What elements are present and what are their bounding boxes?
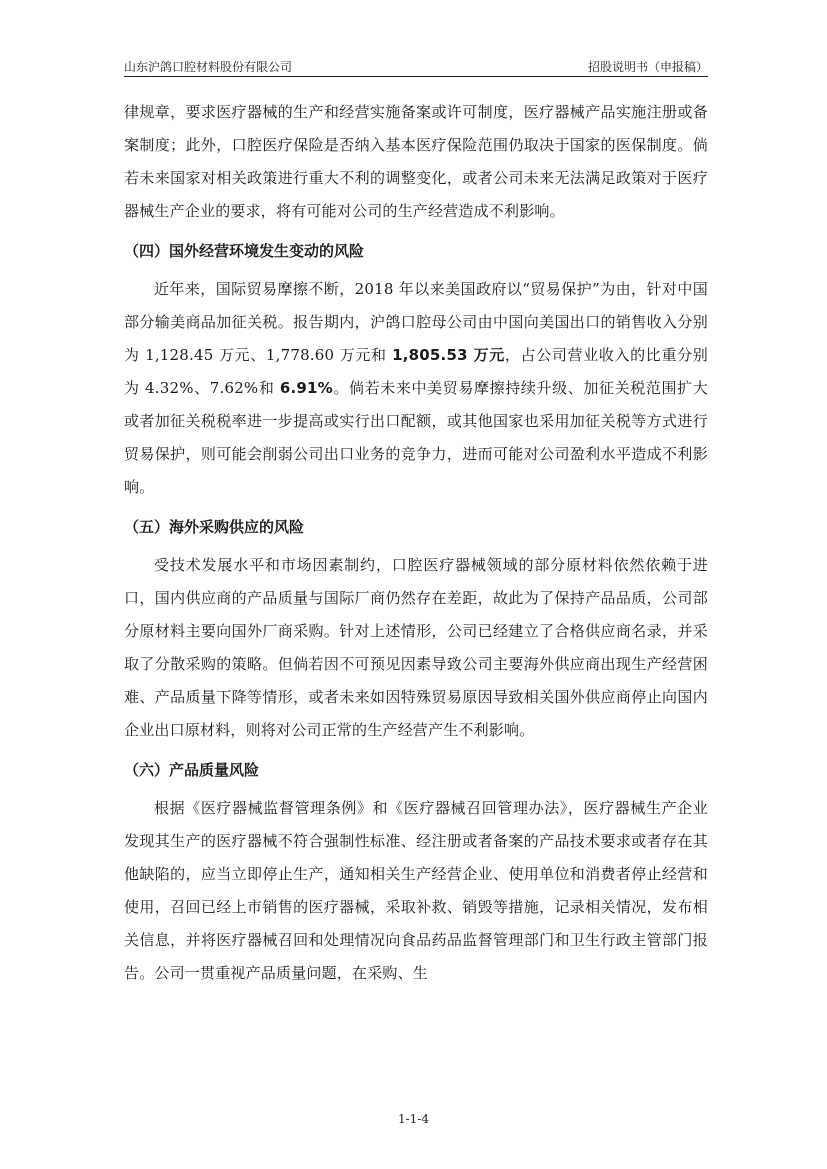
- page-header: [124, 50, 708, 77]
- document-title: 招股说明书（申报稿）: [587, 60, 708, 74]
- paragraph-text: 。倘若未来中美贸易摩擦持续升级、加征关税范围扩大或者加征关税税率进一步提高或实行出口配额，或其他国家也采用加征关税等方式进行贸易保护，则可能会削弱公司出口业务的竞争力，进而可能对公司盈利水平造成不利影响。: [124, 379, 708, 496]
- section-heading-6: （六）产品质量风险: [124, 761, 260, 779]
- paragraph-section-6: 根据《医疗器械监督管理条例》和《医疗器械召回管理办法》，医疗器械生产企业发现其生产的医疗器械不符合强制性标准、经注册或者备案的产品技术要求或者存在其他缺陷的，应当立即停止生产，通知相关生产经营企业、使用单位和消费者停止经营和使用，召回已经上市销售的医疗器械，采取补救、销毁等措施，记录相关情况，发布相关信息，并将医疗器械召回和处理情况向食品药品监督管理部门和卫生行政主管部门报告。公司一贯重视产品质量问题，在采购、生: [124, 799, 708, 982]
- page-body: [124, 96, 708, 990]
- paragraph-continued: 律规章，要求医疗器械的生产和经营实施备案或许可制度，医疗器械产品实施注册或备案制度；此外，口腔医疗保险是否纳入基本医疗保险范围仍取决于国家的医保制度。倘若未来国家对相关政策进行重大不利的调整变化，或者公司未来无法满足政策对于医疗器械生产企业的要求，将有可能对公司的生产经营造成不利影响。: [124, 103, 708, 220]
- section-heading-5: （五）海外采购供应的风险: [124, 518, 305, 536]
- paragraph-section-4: [124, 273, 708, 504]
- page-number: 1-1-4: [397, 1112, 429, 1126]
- paragraph-text: ，占公司营业收入的比重分别为 4.32%、7.62%和: [124, 346, 708, 397]
- paragraph-section-5: 受技术发展水平和市场因素制约，口腔医疗器械领域的部分原材料依然依赖于进口，国内供应商的产品质量与国际厂商仍然存在差距，故此为了保持产品品质，公司部分原材料主要向国外厂商采购。针对上述情形，公司已经建立了合格供应商名录，并采取了分散采购的策略。但倘若因不可预见因素导致公司主要海外供应商出现生产经营困难、产品质量下降等情形，或者未来如因特殊贸易原因导致相关国外供应商停止向国内企业出口原材料，则将对公司正常的生产经营产生不利影响。: [124, 556, 708, 739]
- company-name: 山东沪鸽口腔材料股份有限公司: [124, 60, 293, 74]
- highlighted-percent: 6.91%: [279, 379, 333, 397]
- paragraph-text: 近年来，国际贸易摩擦不断，2018 年以来美国政府以“贸易保护”为由，针对中国部分输美商品加征关税。报告期内，沪鸽口腔母公司由中国向美国出口的销售收入分别为 1,128.45 万元、1,778.60 万元和: [124, 280, 708, 364]
- section-heading-4: （四）国外经营环境发生变动的风险: [124, 242, 365, 260]
- highlighted-amount: 1,805.53 万元: [392, 346, 505, 364]
